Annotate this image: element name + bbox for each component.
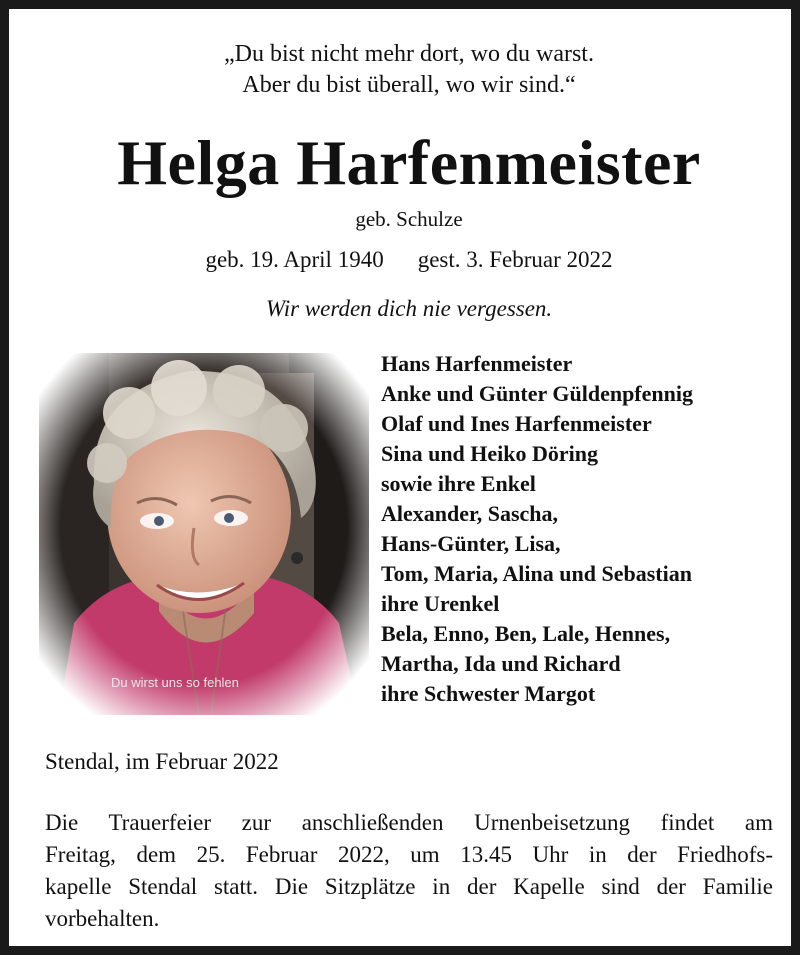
mourner-line: Olaf und Ines Harfenmeister	[381, 411, 652, 436]
mourner-line: Hans Harfenmeister	[381, 351, 573, 376]
memorial-quote	[9, 39, 800, 101]
photo-caption: Du wirst uns so fehlen	[111, 675, 239, 690]
mourner-line: Sina und Heiko Döring	[381, 441, 599, 466]
notice-line-3: kapelle Stendal statt. Die Sitzplätze in der Kapelle sind der Familie	[45, 874, 773, 899]
maiden-name: geb. Schulze	[355, 207, 463, 231]
quote-line-1: „Du bist nicht mehr dort, wo du warst.	[224, 41, 594, 67]
notice-line-1: Die Trauerfeier zur anschließenden Urnenbeisetzung findet am	[45, 810, 773, 835]
quote-line-2: Aber du bist überall, wo wir sind.“	[242, 72, 576, 98]
mourner-line: sowie ihre Enkel	[381, 471, 536, 496]
portrait-illustration	[39, 353, 369, 715]
mourner-line: Tom, Maria, Alina und Sebastian	[381, 561, 692, 586]
remembrance-line: Wir werden dich nie vergessen.	[265, 296, 553, 321]
funeral-notice	[45, 807, 773, 935]
mourner-line: Anke und Günter Güldenpfennig	[381, 381, 693, 406]
birth-date: geb. 19. April 1940	[205, 247, 384, 272]
mourner-line: ihre Urenkel	[381, 591, 500, 616]
mourner-line: Hans-Günter, Lisa,	[381, 531, 561, 556]
mourner-line: Bela, Enno, Ben, Lale, Hennes,	[381, 621, 671, 646]
mourner-line: Alexander, Sascha,	[381, 501, 559, 526]
mourners-list	[381, 349, 791, 709]
death-date: gest. 3. Februar 2022	[417, 247, 613, 272]
life-dates	[9, 245, 800, 275]
notice-line-2: Freitag, dem 25. Februar 2022, um 13.45 Uhr in der Friedhofs-	[45, 842, 773, 867]
deceased-name: Helga Harfenmeister	[117, 127, 701, 198]
mourner-line: Martha, Ida und Richard	[381, 651, 621, 676]
mourner-line: ihre Schwester Margot	[381, 681, 596, 706]
place-date: Stendal, im Februar 2022	[45, 749, 279, 774]
notice-line-4: vorbehalten.	[45, 906, 160, 931]
portrait-photo	[39, 353, 369, 715]
